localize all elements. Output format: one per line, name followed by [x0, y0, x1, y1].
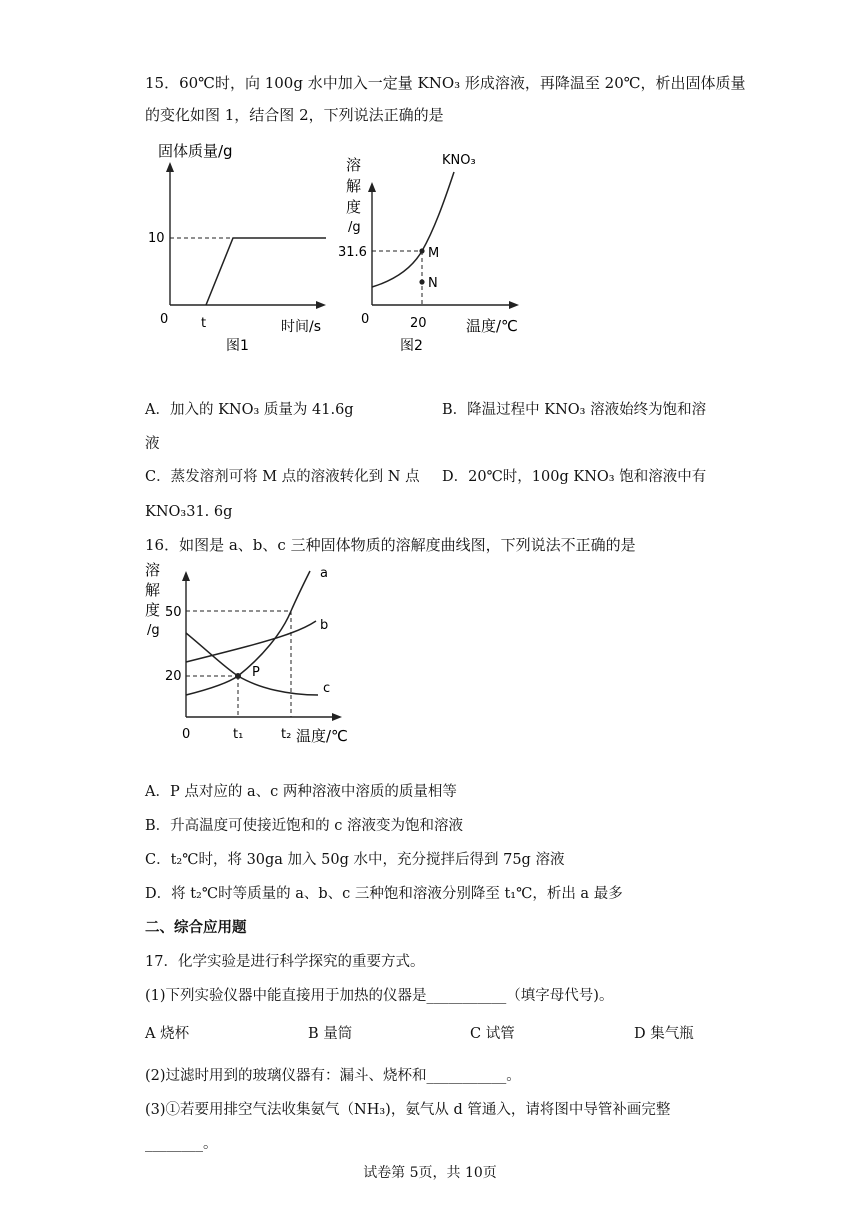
q16-ylabel-1: 溶: [145, 561, 161, 579]
q16-ylabel-2: 解: [145, 581, 161, 599]
q16-option-d: D．将 t₂℃时等质量的 a、b、c 三种饱和溶液分别降至 t₁℃，析出 a 最多: [145, 886, 623, 902]
q17-part-3-blank: ________。: [145, 1136, 218, 1152]
q16-ylabel-4: /g: [147, 623, 160, 638]
q15-stem-line1: 15．60℃时，向 100g 水中加入一定量 KNO₃ 形成溶液，再降温至 20℃，析出固体质量: [145, 74, 746, 92]
fig1-xtick-t: t: [201, 316, 207, 331]
q17-part-2: (2)过滤时用到的玻璃仪器有：漏斗、烧杯和___________。: [145, 1068, 521, 1084]
fig2-curve-label: KNO₃: [442, 153, 476, 168]
curve-b: [186, 621, 316, 662]
fig2-ylabel-4: /g: [348, 220, 361, 235]
fig2-ylabel-3: 度: [346, 198, 362, 216]
q15-option-d: D．20℃时，100g KNO₃ 饱和溶液中有: [442, 469, 707, 485]
point-p: [235, 673, 241, 679]
q15-option-b: B．降温过程中 KNO₃ 溶液始终为饱和溶: [442, 402, 707, 418]
fig1-caption: 图1: [226, 338, 249, 354]
q16-stem: 16．如图是 a、b、c 三种固体物质的溶解度曲线图，下列说法不正确的是: [145, 536, 636, 554]
q16-xtick-t1: t₁: [233, 727, 244, 742]
q17-choice-b: B 量筒: [308, 1026, 353, 1042]
page-footer: 试卷第 5页，共 10页: [363, 1165, 497, 1181]
q15-option-d-cont: KNO₃31. 6g: [145, 504, 233, 520]
q17-stem: 17．化学实验是进行科学探究的重要方式。: [145, 954, 425, 970]
q16-label-c: c: [323, 681, 331, 696]
q16-label-p: P: [252, 665, 260, 680]
q17-part-3: (3)①若要用排空气法收集氨气（NH₃)，氨气从 d 管通入，请将图中导管补画完整: [145, 1102, 671, 1118]
fig2-xtick: 20: [410, 316, 427, 331]
fig2-ylabel-1: 溶: [346, 156, 362, 174]
q15-figure-1: [140, 140, 340, 360]
fig2-caption: 图2: [400, 338, 423, 354]
q17-choice-a: A 烧杯: [145, 1026, 190, 1042]
q16-option-a: A．P 点对应的 a、c 两种溶液中溶质的质量相等: [145, 784, 457, 800]
q16-label-a: a: [320, 566, 328, 581]
q15-option-a: A．加入的 KNO₃ 质量为 41.6g: [145, 402, 354, 418]
q16-ytick-50: 50: [165, 605, 182, 620]
fig1-ytick-10: 10: [148, 231, 165, 246]
fig2-ytick: 31.6: [338, 245, 367, 260]
q15-option-b-cont: 液: [145, 436, 160, 452]
q16-xlabel: 温度/℃: [296, 727, 348, 745]
q17-part-1: (1)下列实验仪器中能直接用于加热的仪器是___________（填字母代号)。: [145, 988, 614, 1004]
q17-choice-c: C 试管: [470, 1026, 515, 1042]
fig2-point-n: [419, 279, 424, 284]
q16-option-c: C．t₂℃时，将 30ga 加入 50g 水中，充分搅拌后得到 75g 溶液: [145, 852, 565, 868]
q16-ytick-20: 20: [165, 669, 182, 684]
fig2-label-m: M: [428, 246, 440, 261]
q16-label-b: b: [320, 618, 329, 633]
q16-solubility-figure: [140, 555, 360, 750]
fig1-ylabel: 固体质量/g: [158, 142, 233, 160]
fig2-ylabel-2: 解: [346, 177, 362, 195]
q15-figure-2: [330, 140, 530, 360]
fig1-xlabel: 时间/s: [281, 319, 322, 335]
q16-option-b: B．升高温度可使接近饱和的 c 溶液变为饱和溶液: [145, 818, 463, 834]
q15-stem-line2: 的变化如图 1，结合图 2，下列说法正确的是: [145, 106, 444, 124]
fig2-point-m: [419, 248, 424, 253]
section-2-title: 二、综合应用题: [145, 920, 247, 936]
fig2-label-n: N: [428, 276, 438, 291]
fig2-xlabel: 温度/℃: [466, 317, 518, 335]
fig1-origin: 0: [160, 312, 169, 327]
q17-choice-d: D 集气瓶: [634, 1026, 694, 1042]
q16-xtick-t2: t₂: [281, 727, 292, 742]
fig2-origin: 0: [361, 312, 370, 327]
q16-origin: 0: [182, 727, 191, 742]
q16-ylabel-3: 度: [145, 601, 161, 619]
q15-option-c: C．蒸发溶剂可将 M 点的溶液转化到 N 点: [145, 469, 420, 485]
